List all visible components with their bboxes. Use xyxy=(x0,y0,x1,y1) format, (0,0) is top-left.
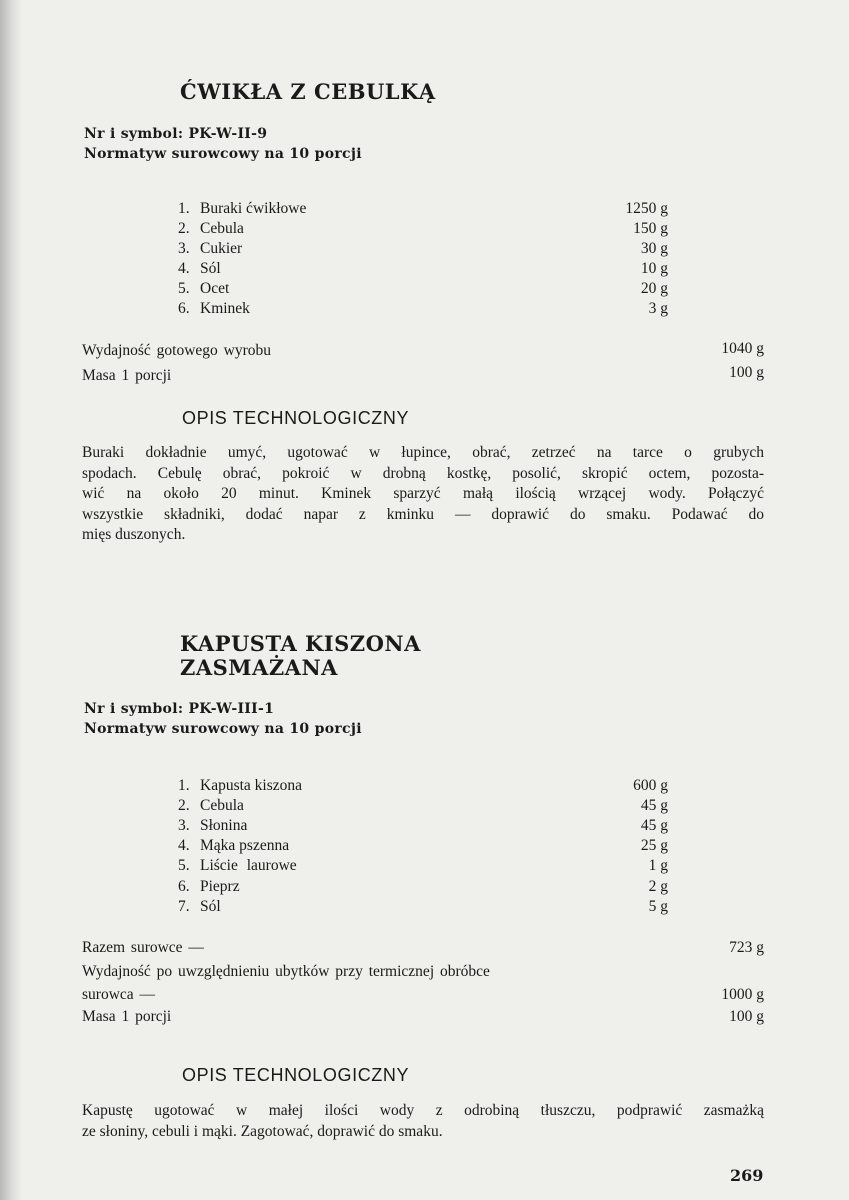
description-line: Buraki dokładnie umyć, ugotować w łupince, obrać, zetrzeć na tarce o grubych xyxy=(82,444,764,461)
recipe1-title: ĆWIKŁA Z CEBULKĄ xyxy=(180,79,436,104)
ingredient-number: 6. xyxy=(178,878,190,895)
ingredient-number: 3. xyxy=(178,240,190,257)
recipe2-title-line1: KAPUSTA KISZONA xyxy=(180,631,421,656)
ingredient-name: Cebula xyxy=(200,220,244,237)
ingredient-quantity: 45 g xyxy=(640,797,668,814)
ingredient-quantity: 1 g xyxy=(648,857,668,874)
summary-value: 1000 g xyxy=(721,986,764,1003)
ingredient-quantity: 30 g xyxy=(640,240,668,257)
recipe1-description xyxy=(82,443,764,546)
ingredient-name: Ocet xyxy=(200,280,230,297)
ingredient-quantity: 150 g xyxy=(633,220,668,237)
ingredient-name: Cukier xyxy=(200,240,243,257)
ingredient-name: Kminek xyxy=(200,300,250,317)
summary-value: 100 g xyxy=(729,364,764,381)
summary-value: 723 g xyxy=(729,939,764,956)
ingredient-quantity: 45 g xyxy=(640,817,668,834)
recipe2-description xyxy=(82,1101,764,1142)
recipe1-description-heading: OPIS TECHNOLOGICZNY xyxy=(182,408,410,428)
ingredient-quantity: 2 g xyxy=(648,878,668,895)
ingredient-quantity: 10 g xyxy=(640,260,668,277)
recipe2-title-line2: ZASMAŻANA xyxy=(180,655,338,680)
page-number: 269 xyxy=(730,1166,764,1185)
ingredient-name: Liście laurowe xyxy=(200,857,297,874)
recipe1-norm: Normatyw surowcowy na 10 porcji xyxy=(84,146,362,162)
description-line: Kapustę ugotować w małej ilości wody z odrobiną tłuszczu, podprawić zasmażką xyxy=(82,1102,764,1119)
description-line: mięs duszonych. xyxy=(82,526,186,543)
ingredient-name: Pieprz xyxy=(200,878,240,895)
ingredient-quantity: 1250 g xyxy=(625,200,668,217)
ingredient-number: 5. xyxy=(178,857,190,874)
ingredient-number: 2. xyxy=(178,797,190,814)
summary-label: Razem surowce — xyxy=(82,939,204,956)
ingredient-name: Mąka pszenna xyxy=(200,837,290,854)
summary-label: Masa 1 porcji xyxy=(82,367,172,384)
ingredient-quantity: 3 g xyxy=(648,300,668,317)
description-line: wszystkie składniki, dodać napar z kminku — doprawić do smaku. Podawać do xyxy=(82,505,764,523)
recipe1-symbol: Nr i symbol: PK-W-II-9 xyxy=(84,126,268,142)
description-line: spodach. Cebulę obrać, pokroić w drobną kostkę, posolić, skropić octem, pozosta- xyxy=(82,464,764,482)
description-line: wić na około 20 minut. Kminek sparzyć małą ilością wrzącej wody. Połączyć xyxy=(82,485,764,502)
description-line: ze słoniny, cebuli i mąki. Zagotować, doprawić do smaku. xyxy=(82,1122,443,1140)
ingredient-name: Słonina xyxy=(200,817,248,834)
recipe2-norm: Normatyw surowcowy na 10 porcji xyxy=(84,721,362,737)
ingredient-number: 4. xyxy=(178,260,190,277)
ingredient-number: 6. xyxy=(178,300,190,317)
summary-value: 1040 g xyxy=(721,340,764,357)
page-binding-shadow xyxy=(0,0,22,1200)
ingredient-quantity: 600 g xyxy=(633,777,668,794)
ingredient-name: Buraki ćwikłowe xyxy=(200,200,307,217)
ingredient-name: Sól xyxy=(200,898,221,915)
ingredient-name: Sól xyxy=(200,260,221,277)
summary-value: 100 g xyxy=(729,1008,764,1025)
ingredient-number: 7. xyxy=(178,898,190,915)
ingredient-number: 3. xyxy=(178,817,190,834)
ingredient-number: 1. xyxy=(178,777,190,794)
ingredient-number: 2. xyxy=(178,220,190,237)
summary-label: Wydajność po uwzględnieniu ubytków przy termicznej obróbce xyxy=(82,963,490,980)
ingredient-number: 4. xyxy=(178,837,190,854)
ingredient-name: Cebula xyxy=(200,797,244,814)
summary-label: surowca — xyxy=(82,986,156,1003)
ingredient-quantity: 20 g xyxy=(640,280,668,297)
ingredient-number: 1. xyxy=(178,200,190,217)
ingredient-number: 5. xyxy=(178,280,190,297)
ingredient-quantity: 5 g xyxy=(648,898,668,915)
summary-label: Wydajność gotowego wyrobu xyxy=(82,342,272,359)
ingredient-quantity: 25 g xyxy=(640,837,668,854)
recipe2-symbol: Nr i symbol: PK-W-III-1 xyxy=(84,701,275,717)
ingredient-name: Kapusta kiszona xyxy=(200,777,303,794)
recipe2-description-heading: OPIS TECHNOLOGICZNY xyxy=(182,1065,410,1085)
summary-label: Masa 1 porcji xyxy=(82,1008,172,1025)
